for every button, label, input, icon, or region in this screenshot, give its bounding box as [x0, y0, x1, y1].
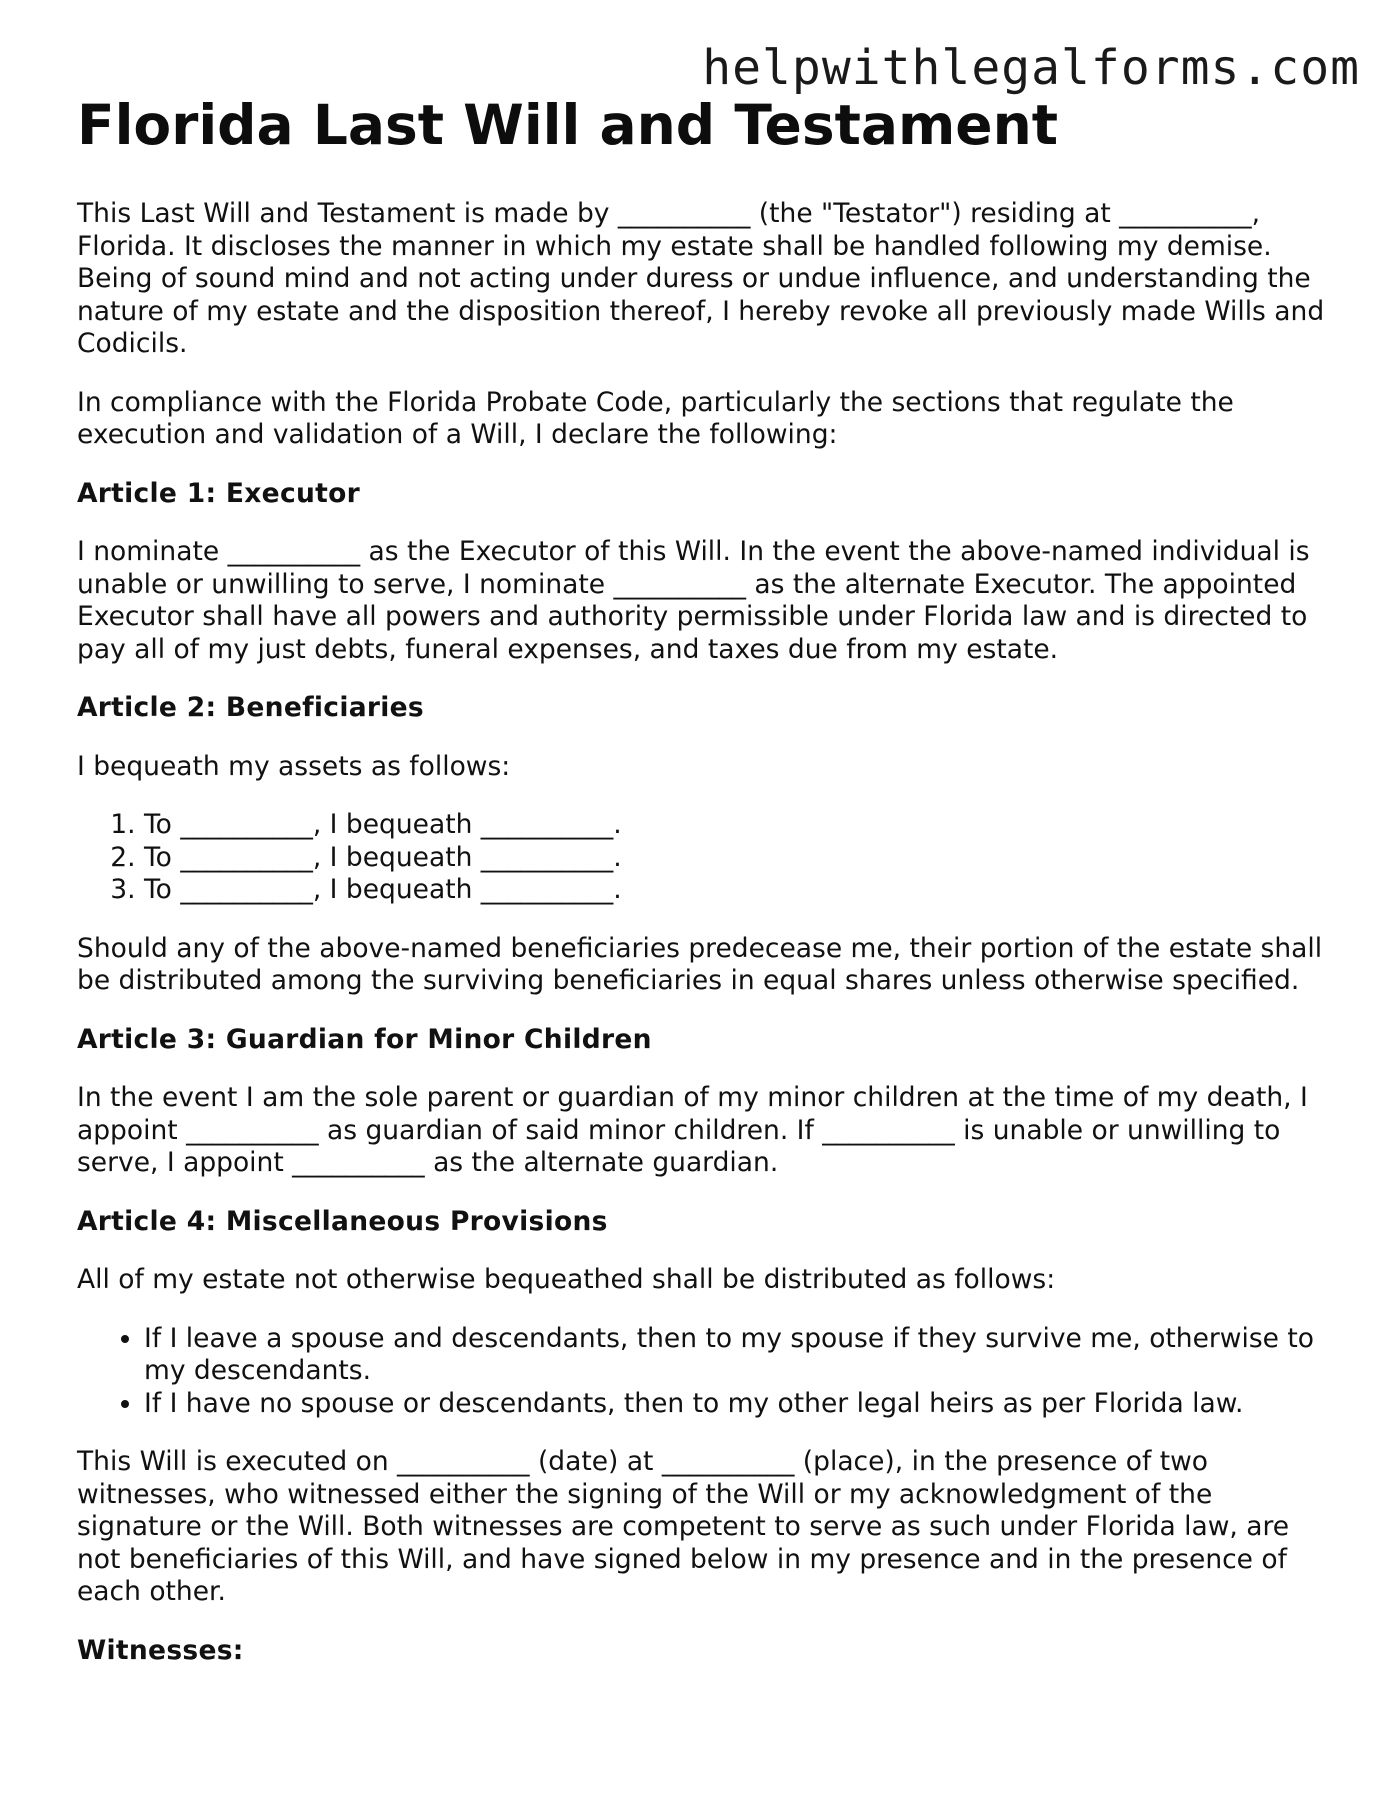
article-2-heading: Article 2: Beneficiaries	[77, 692, 424, 723]
site-watermark: helpwithlegalforms.com	[702, 40, 1360, 96]
article-2-lead: I bequeath my assets as follows:	[77, 750, 511, 782]
article-1-body: I nominate __________ as the Executor of this Will. In the event the above-named individual is unable or unwilling to serve, I nominate __________ as the alternate Executor. The appointed Executor shall have all powers and authority permissible under Florida law and is directed to pay all of my just debts, funeral expenses, and taxes due from my estate.	[77, 536, 1310, 665]
distribution-item: • If I leave a spouse and descendants, then to my spouse if they survive me, otherwise to my descendants.	[144, 1323, 1327, 1388]
beneficiary-list	[77, 809, 1327, 907]
beneficiary-item: 1. To __________, I bequeath __________.	[144, 809, 1327, 842]
distribution-item: • If I have no spouse or descendants, then to my other legal heirs as per Florida law.	[144, 1388, 1327, 1421]
witnesses-heading: Witnesses:	[77, 1634, 244, 1666]
article-4-heading: Article 4: Miscellaneous Provisions	[77, 1205, 608, 1237]
article-1-heading: Article 1: Executor	[77, 477, 360, 509]
article-3-heading: Article 3: Guardian for Minor Children	[77, 1023, 652, 1055]
distribution-list	[77, 1323, 1327, 1421]
document-title: Florida Last Will and Testament	[77, 93, 1059, 157]
compliance-paragraph: In compliance with the Florida Probate Code, particularly the sections that regulate the execution and validation of a Will, I declare the following:	[77, 386, 1234, 450]
beneficiary-item: 2. To __________, I bequeath __________.	[144, 842, 1327, 875]
beneficiary-item: 3. To __________, I bequeath __________.	[144, 874, 1327, 907]
article-4-lead: All of my estate not otherwise bequeathed shall be distributed as follows:	[77, 1264, 1056, 1295]
document-page	[77, 92, 1327, 1693]
execution-paragraph: This Will is executed on __________ (date) at __________ (place), in the presence of two witnesses, who witnessed either the signing of the Will or my acknowledgment of the signature or the Will. Both witnesses are competent to serve as such under Florida law, are not beneficiaries of this Will, and have signed below in my presence and in the presence of each other.	[77, 1446, 1290, 1607]
article-3-body: In the event I am the sole parent or guardian of my minor children at the time of my death, I appoint __________ as guardian of said minor children. If __________ is unable or unwilling to serve, I appoint __________ as the alternate guardian.	[77, 1082, 1308, 1178]
intro-paragraph: This Last Will and Testament is made by __________ (the "Testator") residing at __________, Florida. It discloses the manner in which my estate shall be handled following my demise. Being of sound mind and not acting under duress or undue influence, and understanding the nature of my estate and the disposition thereof, I hereby revoke all previously made Wills and Codicils.	[77, 198, 1325, 359]
article-2-predecease-paragraph: Should any of the above-named beneficiaries predecease me, their portion of the estate shall be distributed among the surviving beneficiaries in equal shares unless otherwise specified.	[77, 932, 1323, 996]
